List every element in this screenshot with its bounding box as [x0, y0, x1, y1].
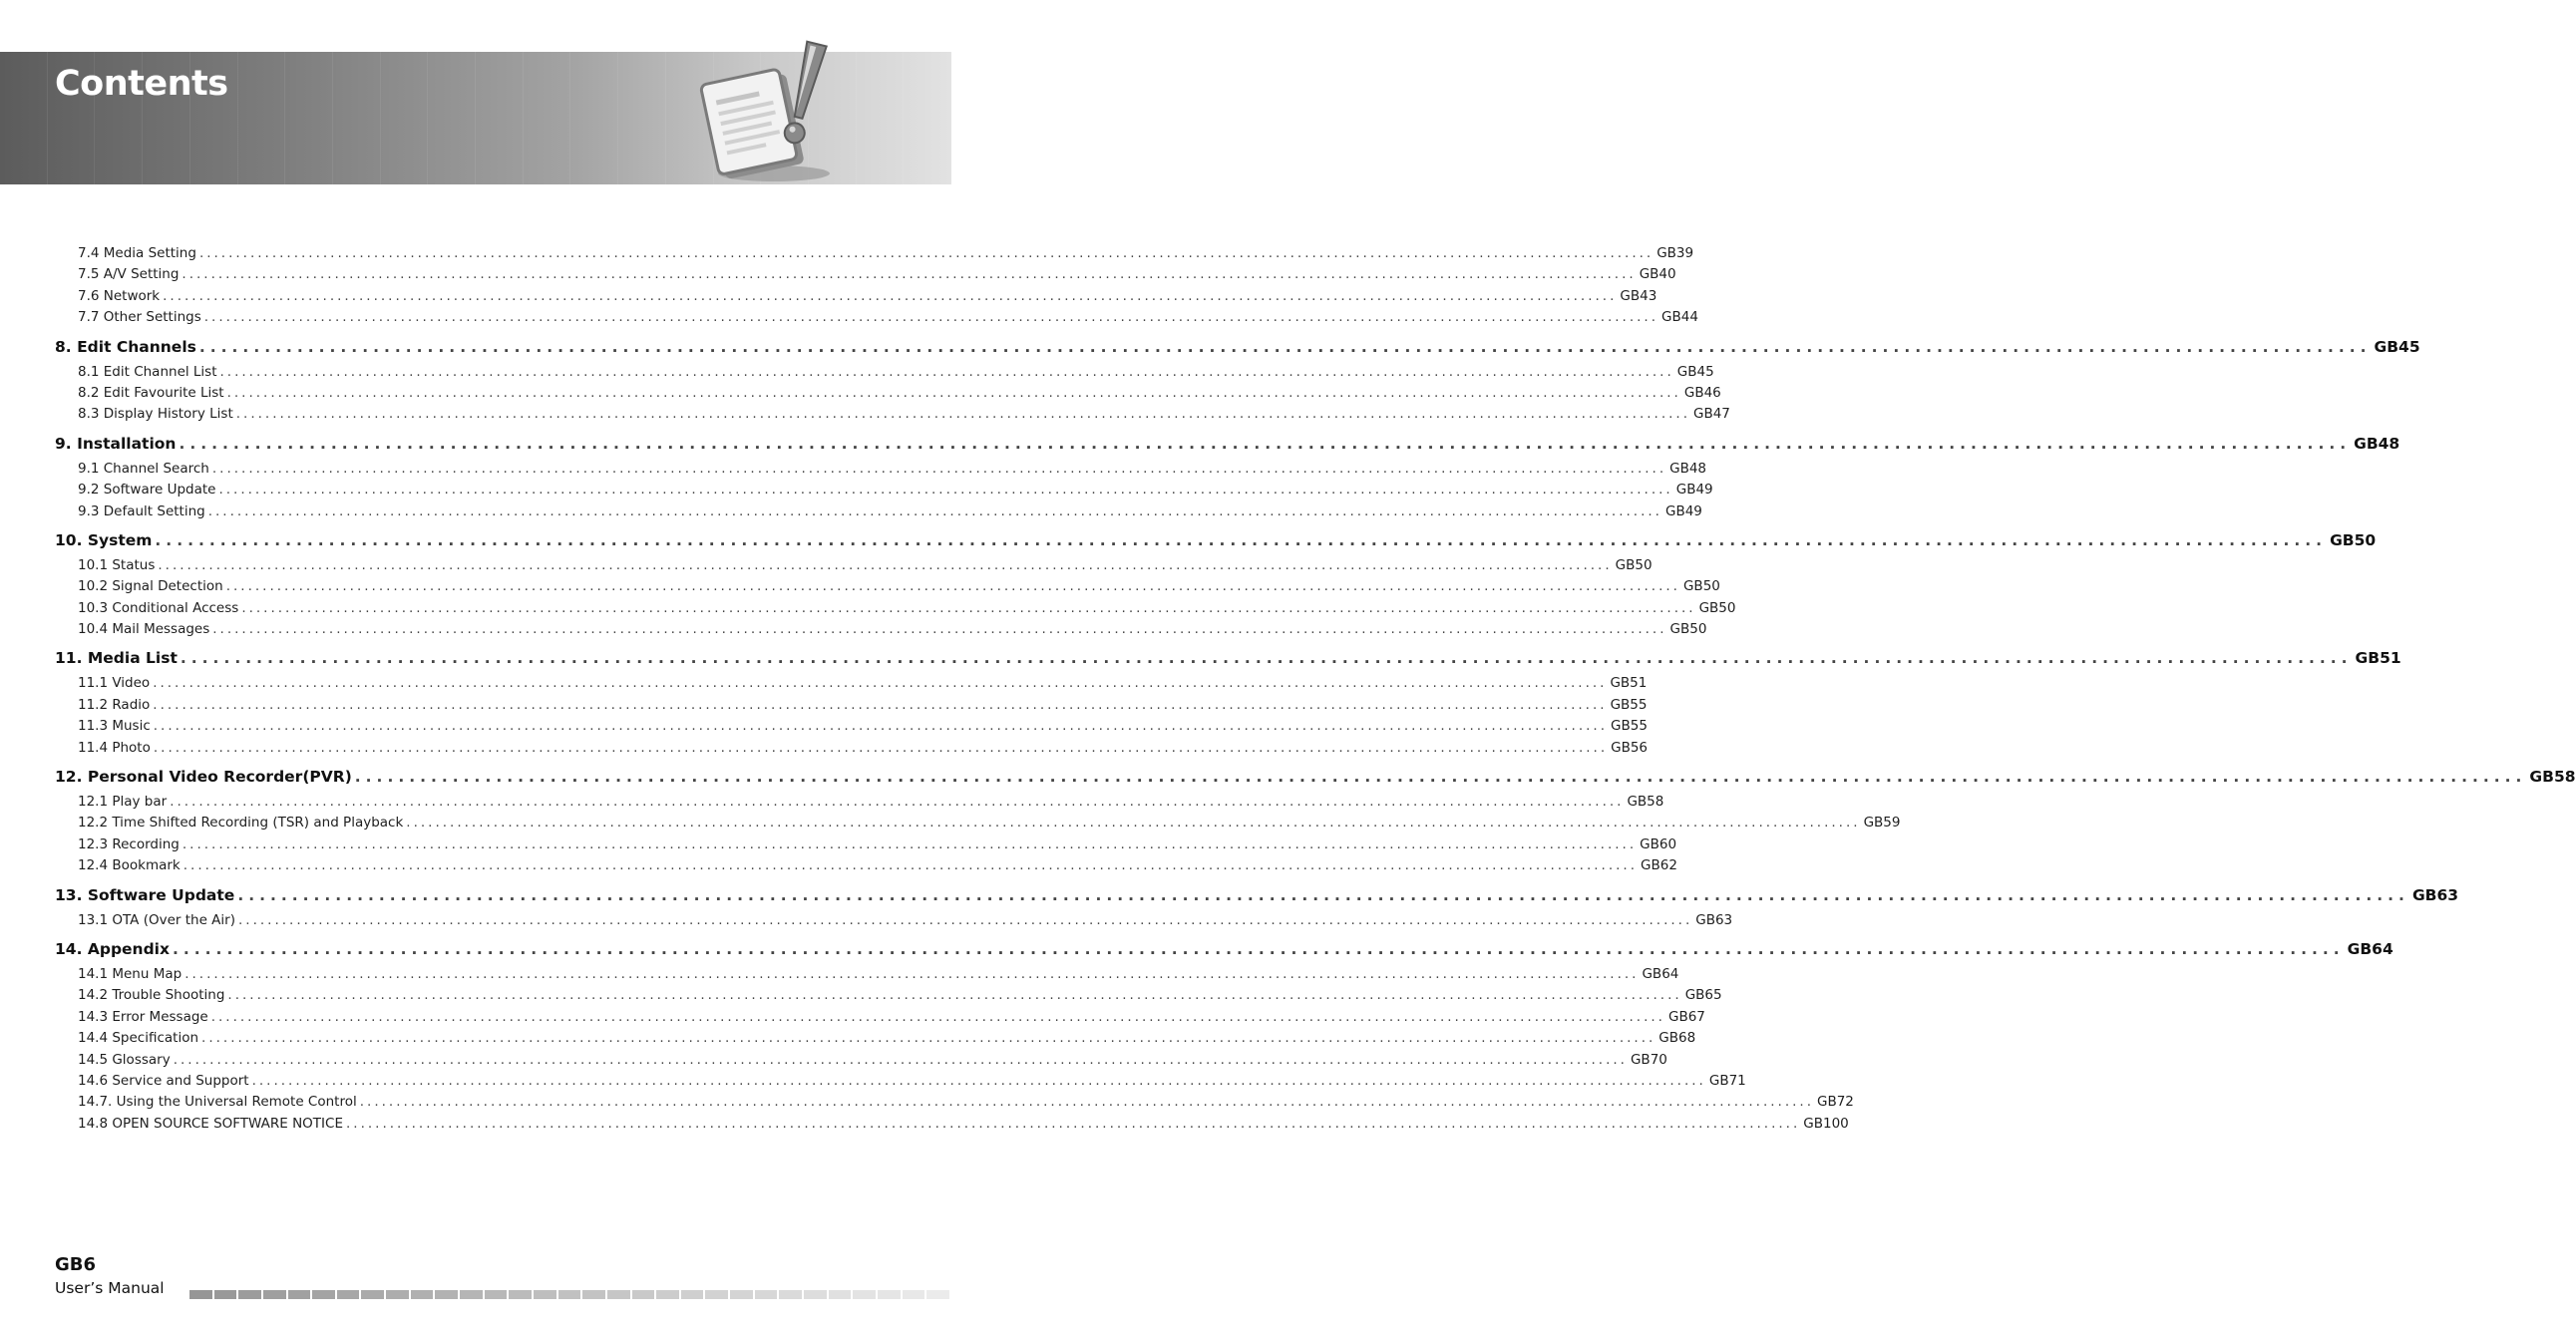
toc-entry-page: GB50 [1682, 578, 1720, 595]
toc-entry-page: GB64 [1642, 965, 1679, 982]
toc-chapter [55, 931, 2393, 964]
toc-entry [55, 501, 1702, 522]
toc-entry [55, 555, 1653, 576]
toc-entry-page: GB58 [2529, 768, 2576, 787]
dot-leader: ........................................................................................................................................................................................................ [153, 675, 1608, 692]
toc-entry-page: GB63 [1695, 911, 1733, 928]
toc-entry-page: GB43 [1620, 287, 1657, 304]
toc-entry [55, 813, 1901, 834]
footer-bar-segment [460, 1290, 483, 1299]
toc-entry-title: 11.2 Radio [78, 696, 151, 713]
toc-entry-page: GB64 [2347, 939, 2393, 958]
toc-entry-title: 9.2 Software Update [78, 482, 216, 499]
toc-entry-page: GB56 [1611, 739, 1649, 756]
dot-leader: ........................................................................................................................................................................................................ [227, 987, 1682, 1004]
footer-decoration-bar [189, 1290, 951, 1299]
toc-entry-title: 9.1 Channel Search [78, 460, 209, 477]
toc-entry [55, 404, 1730, 425]
toc-entry-page: GB60 [1640, 835, 1677, 852]
toc-entry-title: 11. Media List [55, 649, 178, 668]
footer-bar-segment [189, 1290, 212, 1299]
footer-bar-segment [361, 1290, 384, 1299]
dot-leader: ........................................................................................................................................................................................................ [354, 768, 2527, 787]
toc-entry [55, 1092, 1854, 1113]
dot-leader: ........................................................................................................................................................................................................ [210, 1008, 1665, 1025]
toc-entry [55, 738, 1649, 759]
toc-entry-title: 7.4 Media Setting [78, 245, 196, 261]
footer-bar-segment [705, 1290, 728, 1299]
toc-entry [55, 286, 1657, 307]
toc-entry-title: 14.7. Using the Universal Remote Control [78, 1094, 357, 1111]
toc-entry [55, 1050, 1667, 1071]
dot-leader: ........................................................................................................................................................................................................ [237, 911, 1693, 928]
toc-entry [55, 673, 1648, 694]
footer-bar-segment [607, 1290, 630, 1299]
footer-label: User’s Manual [55, 1279, 165, 1297]
footer-bar-segment [435, 1290, 458, 1299]
footer-bar-segment [926, 1290, 949, 1299]
toc-entry [55, 985, 1722, 1006]
toc-entry-title: 10.1 Status [78, 556, 156, 573]
toc-entry-page: GB45 [2374, 337, 2420, 356]
dot-leader: ........................................................................................................................................................................................................ [211, 460, 1667, 477]
dot-leader: ........................................................................................................................................................................................................ [346, 1115, 1801, 1132]
toc-entry [55, 716, 1648, 737]
dot-leader: ........................................................................................................................................................................................................ [173, 939, 2345, 958]
toc-entry-title: 11.1 Video [78, 675, 151, 692]
dot-leader: ........................................................................................................................................................................................................ [235, 406, 1690, 423]
toc-entry-title: 14.1 Menu Map [78, 965, 183, 982]
toc-entry-page: GB70 [1630, 1051, 1667, 1068]
toc-entry-page: GB45 [1676, 363, 1714, 380]
toc-entry [55, 243, 1694, 264]
toc-entry-title: 14.4 Specification [78, 1030, 199, 1047]
toc-entry-page: GB55 [1610, 696, 1648, 713]
toc-entry [55, 1071, 1746, 1092]
toc-entry [55, 383, 1721, 404]
dot-leader: ........................................................................................................................................................................................................ [203, 309, 1659, 326]
toc-entry-page: GB68 [1658, 1030, 1696, 1047]
toc-entry-page: GB47 [1693, 406, 1730, 423]
toc-entry-title: 12.1 Play bar [78, 794, 168, 811]
toc-entry-title: 12. Personal Video Recorder(PVR) [55, 768, 352, 787]
dot-leader: ........................................................................................................................................................................................................ [225, 578, 1680, 595]
toc-entry [55, 598, 1736, 619]
toc-chapter [55, 759, 2576, 792]
toc-entry-page: GB51 [2355, 649, 2401, 668]
toc-entry-title: 13.1 OTA (Over the Air) [78, 911, 235, 928]
toc-entry [55, 1114, 1849, 1135]
toc-entry [55, 964, 1679, 985]
footer-bar-segment [214, 1290, 237, 1299]
dot-leader: ........................................................................................................................................................................................................ [158, 556, 1613, 573]
toc-entry-title: 11.3 Music [78, 718, 151, 735]
toc-entry-title: 10.4 Mail Messages [78, 621, 210, 638]
toc-entry-title: 14.5 Glossary [78, 1051, 171, 1068]
toc-entry-title: 10.3 Conditional Access [78, 599, 239, 616]
footer-bar-segment [582, 1290, 605, 1299]
dot-leader: ........................................................................................................................................................................................................ [153, 739, 1609, 756]
footer-bar-segment [411, 1290, 434, 1299]
footer-bar-segment [853, 1290, 876, 1299]
footer-bar-segment [755, 1290, 778, 1299]
dot-leader: ........................................................................................................................................................................................................ [179, 434, 2352, 453]
footer-bar-segment [829, 1290, 852, 1299]
toc-entry-page: GB44 [1661, 309, 1698, 326]
footer-bar-segment [263, 1290, 286, 1299]
toc-entry-page: GB59 [1863, 815, 1901, 832]
toc-chapter [55, 877, 2459, 910]
toc-entry-title: 7.7 Other Settings [78, 309, 201, 326]
dot-leader: ........................................................................................................................................................................................................ [237, 885, 2409, 904]
footer-bar-segment [312, 1290, 335, 1299]
dot-leader: ........................................................................................................................................................................................................ [212, 621, 1667, 638]
toc-entry-title: 10. System [55, 530, 153, 549]
toc-entry-page: GB65 [1684, 987, 1722, 1004]
toc-entry-title: 12.3 Recording [78, 835, 180, 852]
toc-entry-page: GB100 [1803, 1115, 1849, 1132]
dot-leader: ........................................................................................................................................................................................................ [184, 965, 1640, 982]
toc-entry-title: 14.6 Service and Support [78, 1072, 249, 1089]
toc-entry-page: GB46 [1683, 384, 1721, 401]
toc-entry-page: GB72 [1817, 1094, 1854, 1111]
toc-entry [55, 834, 1677, 855]
toc-entry-title: 12.4 Bookmark [78, 857, 181, 874]
dot-leader: ........................................................................................................................................................................................................ [173, 1051, 1628, 1068]
dot-leader: ........................................................................................................................................................................................................ [153, 696, 1608, 713]
toc-entry-title: 7.5 A/V Setting [78, 266, 180, 283]
footer-bar-segment [485, 1290, 508, 1299]
footer-bar-segment [238, 1290, 261, 1299]
footer-bar-segment [878, 1290, 901, 1299]
footer-bar-segment [288, 1290, 311, 1299]
toc-entry-page: GB55 [1611, 718, 1648, 735]
toc-entry-title: 10.2 Signal Detection [78, 578, 223, 595]
toc-entry-page: GB51 [1610, 675, 1648, 692]
dot-leader: ........................................................................................................................................................................................................ [406, 815, 1861, 832]
toc-entry-page: GB49 [1664, 502, 1702, 519]
toc-entry [55, 576, 1720, 597]
toc-entry-page: GB50 [2330, 530, 2377, 549]
toc-chapter [55, 329, 2420, 362]
toc-entry-page: GB40 [1639, 266, 1676, 283]
toc-entry-title: 8.1 Edit Channel List [78, 363, 217, 380]
dot-leader: ........................................................................................................................................................................................................ [163, 287, 1618, 304]
dot-leader: ........................................................................................................................................................................................................ [198, 337, 2372, 356]
toc-entry-page: GB50 [1615, 556, 1653, 573]
toc-entry-title: 14.2 Trouble Shooting [78, 987, 225, 1004]
toc-entry [55, 307, 1698, 328]
dot-leader: ........................................................................................................................................................................................................ [153, 718, 1609, 735]
toc-entry-title: 9.3 Default Setting [78, 502, 205, 519]
toc-entry-title: 8.2 Edit Favourite List [78, 384, 224, 401]
toc-entry [55, 362, 1714, 383]
toc-entry-page: GB50 [1669, 621, 1707, 638]
toc-entry [55, 1007, 1705, 1028]
dot-leader: ........................................................................................................................................................................................................ [207, 502, 1662, 519]
toc-entry [55, 910, 1733, 931]
footer-bar-segment [509, 1290, 532, 1299]
dot-leader: ........................................................................................................................................................................................................ [182, 835, 1638, 852]
dot-leader: ........................................................................................................................................................................................................ [182, 266, 1637, 283]
toc-entry-page: GB58 [1627, 794, 1664, 811]
toc-entry-page: GB67 [1667, 1008, 1705, 1025]
toc-entry [55, 264, 1676, 285]
toc-entry [55, 855, 1677, 876]
footer-bar-segment [730, 1290, 753, 1299]
dot-leader: ........................................................................................................................................................................................................ [170, 794, 1625, 811]
toc-entry [55, 459, 1707, 480]
dot-leader: ........................................................................................................................................................................................................ [226, 384, 1681, 401]
toc-entry-title: 7.6 Network [78, 287, 161, 304]
toc-chapter [55, 426, 2400, 459]
toc-chapter [55, 640, 2401, 673]
footer-bar-segment [903, 1290, 925, 1299]
dot-leader: ........................................................................................................................................................................................................ [201, 1030, 1656, 1047]
toc-entry-page: GB63 [2411, 885, 2459, 904]
toc-entry-title: 8. Edit Channels [55, 337, 196, 356]
dot-leader: ........................................................................................................................................................................................................ [198, 245, 1655, 261]
document-exclamation-icon [690, 36, 840, 185]
toc-entry-page: GB62 [1641, 857, 1677, 874]
toc-entry [55, 792, 1664, 813]
toc-entry [55, 619, 1707, 640]
dot-leader: ........................................................................................................................................................................................................ [219, 363, 1674, 380]
page-number: GB6 [55, 1254, 97, 1275]
dot-leader: ........................................................................................................................................................................................................ [180, 649, 2353, 668]
footer-bar-segment [656, 1290, 679, 1299]
toc-entry-page: GB48 [1669, 460, 1707, 477]
toc-entry-title: 11.4 Photo [78, 739, 151, 756]
dot-leader: ........................................................................................................................................................................................................ [359, 1094, 1814, 1111]
footer-bar-segment [681, 1290, 704, 1299]
toc-entry [55, 695, 1648, 716]
toc-entry-title: 9. Installation [55, 434, 177, 453]
toc-entry-title: 8.3 Display History List [78, 406, 233, 423]
footer-bar-segment [804, 1290, 827, 1299]
toc-entry-page: GB48 [2354, 434, 2400, 453]
toc-entry-title: 14. Appendix [55, 939, 170, 958]
footer-bar-segment [337, 1290, 360, 1299]
footer-bar-segment [558, 1290, 581, 1299]
toc-entry-title: 14.3 Error Message [78, 1008, 208, 1025]
toc-entry-page: GB50 [1698, 599, 1736, 616]
toc-chapter [55, 522, 2377, 555]
table-of-contents [55, 243, 2576, 1135]
dot-leader: ........................................................................................................................................................................................................ [251, 1072, 1706, 1089]
toc-entry-title: 14.8 OPEN SOURCE SOFTWARE NOTICE [78, 1115, 343, 1132]
footer-bar-segment [534, 1290, 556, 1299]
footer-bar-segment [632, 1290, 655, 1299]
dot-leader: ........................................................................................................................................................................................................ [155, 530, 2328, 549]
toc-entry [55, 1028, 1696, 1049]
toc-entry-page: GB39 [1656, 245, 1694, 261]
toc-entry-page: GB49 [1675, 482, 1713, 499]
page-title: Contents [55, 64, 228, 104]
footer-bar-segment [779, 1290, 802, 1299]
toc-entry-title: 12.2 Time Shifted Recording (TSR) and Playback [78, 815, 404, 832]
dot-leader: ........................................................................................................................................................................................................ [183, 857, 1639, 874]
dot-leader: ........................................................................................................................................................................................................ [218, 482, 1673, 499]
footer-bar-segment [386, 1290, 409, 1299]
toc-entry-page: GB71 [1708, 1072, 1746, 1089]
dot-leader: ........................................................................................................................................................................................................ [241, 599, 1696, 616]
toc-entry [55, 480, 1713, 500]
toc-entry-title: 13. Software Update [55, 885, 235, 904]
